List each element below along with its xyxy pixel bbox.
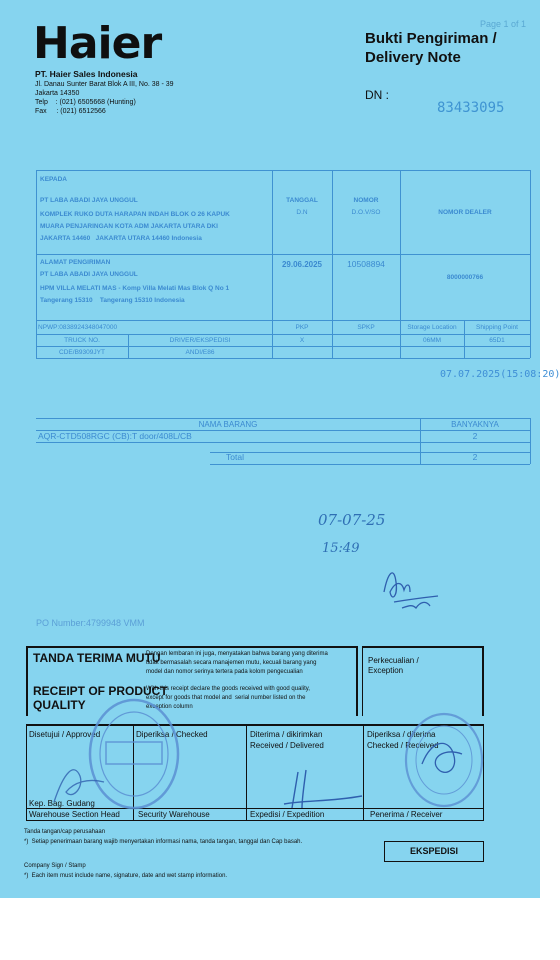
total-label: Total — [226, 452, 244, 462]
warehouse-head-label-1: Kep. Bag. Gudang — [29, 799, 95, 808]
address-line-2: Jakarta 14350 — [35, 90, 80, 97]
receipt-title-en-2: QUALITY — [33, 698, 86, 712]
nomor-dealer-label: NOMOR DEALER — [438, 209, 492, 216]
address-line-1: Jl. Danau Sunter Barat Blok A III, No. 38 - 39 — [35, 81, 174, 88]
po-number: PO Number:4799948 VMM — [36, 618, 145, 628]
tanggal-value: 29.06.2025 — [281, 260, 323, 269]
exception-label-2: Exception — [368, 666, 404, 675]
storage-value: 06MM — [422, 337, 442, 344]
pkp-label: PKP — [295, 324, 309, 331]
copy-label-ekspedisi: EKSPEDISI — [384, 841, 484, 862]
receiver-stamp — [402, 708, 484, 808]
truck-label: TRUCK NO. — [64, 337, 100, 344]
handwritten-date: 07-07-25 — [318, 511, 386, 529]
receipt-desc-en-1: With this receipt declare the goods received with good quality, — [146, 686, 310, 692]
company-name: PT. Haier Sales Indonesia — [35, 69, 138, 79]
handwritten-time: 15:49 — [322, 541, 360, 556]
kepada-address-1: KOMPLEK RUKO DUTA HARAPAN INDAH BLOK O 26 KAPUK — [40, 211, 230, 218]
receipt-desc-id-2: tidak bermasalah secara manajemen mutu, kecuali barang yang — [146, 660, 317, 666]
item-name: AQR-CTD508RGC (CB):T door/408L/CB — [38, 431, 192, 441]
pkp-value: X — [299, 337, 305, 344]
nomor-sub: D.O.V/SO — [351, 209, 381, 216]
kepada-address-3: JAKARTA 14460 JAKARTA UTARA 14460 Indonesia — [40, 235, 202, 242]
nama-barang-header: NAMA BARANG — [198, 420, 258, 429]
alamat-address-2: Tangerang 15310 Tangerang 15310 Indonesia — [40, 297, 185, 304]
fax-line: Fax : (021) 6512566 — [35, 108, 106, 115]
shipping-value: 65D1 — [489, 337, 505, 344]
doc-title-line2: Delivery Note — [365, 49, 461, 66]
printed-datetime: 07.07.2025(15:08:20) — [440, 369, 560, 380]
security-warehouse-label: Security Warehouse — [138, 810, 210, 819]
receiver-label: Penerima / Receiver — [370, 810, 443, 819]
nomor-value: 10508894 — [347, 259, 385, 269]
receipt-title-id: TANDA TERIMA MUTU — [33, 651, 161, 665]
page-indicator: Page 1 of 1 — [480, 19, 527, 29]
phone-line: Telp : (021) 6505668 (Hunting) — [35, 99, 136, 106]
kepada-address-2: MUARA PENJARINGAN KOTA ADM JAKARTA UTARA DKI — [40, 223, 218, 230]
truck-value: CDE/B9309JYT — [59, 349, 105, 356]
warehouse-head-label-2: Warehouse Section Head — [29, 810, 120, 819]
approved-signature — [44, 752, 114, 812]
dn-label: DN : — [365, 88, 389, 102]
alamat-label: ALAMAT PENGIRIMAN — [40, 259, 111, 266]
expedition-signature — [278, 764, 368, 814]
alamat-address-1: HPM VILLA MELATI MAS - Komp Villa Melati Mas Blok Q No 1 — [40, 285, 230, 292]
driver-value: ANDI/E86 — [185, 349, 215, 356]
expedisi-label: Expedisi / Expedition — [250, 810, 325, 819]
haier-logo: Haier — [33, 18, 162, 69]
banyaknya-header: BANYAKNYA — [451, 420, 499, 429]
delivered-label-1: Diterima / dikirimkan — [250, 730, 323, 739]
checked-label: Diperiksa / Checked — [136, 730, 208, 739]
receipt-desc-id-3: model dan nomor serinya tertera pada kolom pengecualian — [146, 669, 303, 675]
approved-label: Disetujui / Approved — [29, 730, 101, 739]
receipt-desc-en-3: exception column — [146, 704, 193, 710]
company-sign-label: Company Sign / Stamp — [24, 863, 86, 869]
item-qty: 2 — [472, 431, 478, 441]
kepada-name: PT LABA ABADI JAYA UNGGUL — [40, 197, 138, 204]
sign-stamp-label: Tanda tangan/cap perusahaan — [24, 829, 106, 835]
shipping-point-label: Shipping Point — [476, 324, 518, 331]
doc-title-line1: Bukti Pengiriman / — [365, 30, 497, 47]
tanggal-sub: D.N — [296, 209, 308, 216]
storage-location-label: Storage Location — [407, 324, 457, 331]
receipt-title-en-1: RECEIPT OF PRODUCT — [33, 684, 168, 698]
dealer-value: 8000000766 — [446, 274, 484, 281]
driver-label: DRIVER/EKSPEDISI — [169, 337, 231, 344]
receipt-desc-id-1: Dengan lembaran ini juga, menyatakan bahwa barang yang diterima — [146, 651, 328, 657]
kepada-label: KEPADA — [40, 176, 67, 183]
note-id: *) Setiap penerimaan barang wajib menyertakan informasi nama, tanda tangan, tanggal dan Cap basah. — [24, 839, 303, 845]
nomor-label: NOMOR — [353, 197, 379, 204]
checked-received-label-1: Diperiksa / diterima — [367, 730, 436, 739]
npwp: NPWP:0838924348047000 — [38, 324, 118, 331]
checked-received-label-2: Checked / Received — [367, 741, 439, 750]
handwritten-signature-top — [376, 562, 446, 614]
exception-label-1: Perkecualian / — [368, 656, 419, 665]
receipt-desc-en-2: except for goods that model and serial number listed on the — [146, 695, 306, 701]
total-qty: 2 — [472, 452, 478, 462]
delivered-label-2: Received / Delivered — [250, 741, 324, 750]
dn-number: 83433095 — [437, 100, 505, 116]
note-en: *) Each item must include name, signature, date and wet stamp information. — [24, 873, 228, 879]
spkp-label: SPKP — [357, 324, 375, 331]
alamat-name: PT LABA ABADI JAYA UNGGUL — [40, 271, 138, 278]
tanggal-label: TANGGAL — [286, 197, 318, 204]
